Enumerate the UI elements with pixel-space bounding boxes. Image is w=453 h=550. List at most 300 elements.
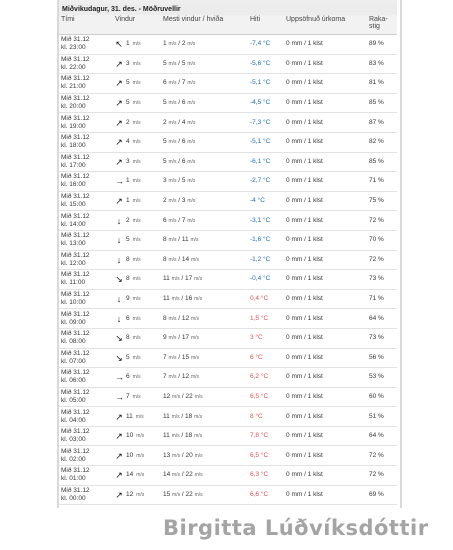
temp-cell bbox=[248, 446, 284, 466]
temp-unit: °C bbox=[260, 314, 269, 322]
temp-value: 3 bbox=[250, 334, 254, 342]
wind-cell bbox=[113, 74, 161, 94]
max-wind-value: 13 bbox=[163, 451, 171, 459]
table-row bbox=[59, 368, 397, 388]
rain-value: 0 bbox=[286, 118, 290, 126]
humidity-cell: 85 % bbox=[367, 93, 397, 113]
rain-unit: mm / 1 klst bbox=[291, 40, 323, 48]
date-text: Mið 31.12 bbox=[61, 408, 90, 416]
max-wind-value: 8 bbox=[163, 236, 167, 244]
max-wind-value: 2 bbox=[163, 118, 167, 126]
wind-unit: m/s bbox=[135, 413, 144, 420]
wind-unit: m/s bbox=[132, 198, 141, 205]
humidity-cell: 56 % bbox=[367, 348, 397, 368]
rain-cell bbox=[284, 368, 367, 388]
temp-cell bbox=[248, 368, 284, 388]
temp-unit: °C bbox=[255, 334, 263, 342]
humidity-cell: 60 % bbox=[367, 387, 397, 407]
gust-value: 6 bbox=[181, 157, 186, 165]
rain-unit: mm / 1 klst bbox=[291, 275, 323, 283]
rain-cell bbox=[284, 446, 367, 466]
temp-cell bbox=[248, 309, 284, 329]
wind-direction-icon: ↗ bbox=[115, 450, 123, 461]
wind-value: 6 bbox=[126, 314, 130, 322]
wind-unit: m/s bbox=[132, 393, 141, 400]
wind-unit: m/s bbox=[132, 60, 141, 67]
temp-unit: °C bbox=[263, 177, 271, 185]
rain-cell bbox=[284, 230, 367, 250]
wind-direction-icon: → bbox=[115, 372, 124, 383]
rain-value: 0 bbox=[286, 255, 290, 263]
rain-cell bbox=[284, 54, 367, 74]
temp-value: -5,6 bbox=[250, 59, 262, 67]
time-cell bbox=[59, 328, 113, 348]
temp-value: -4 bbox=[250, 197, 256, 205]
rain-unit: mm / 1 klst bbox=[291, 79, 323, 87]
table-row bbox=[59, 328, 397, 348]
temp-value: -2,7 bbox=[250, 177, 262, 185]
max-wind-cell: 8 m/s / 11 m/s bbox=[161, 230, 248, 250]
max-wind-value: 5 bbox=[163, 157, 167, 165]
gust-value: 22 bbox=[185, 490, 193, 498]
watermark: Birgitta Lúðvíksdóttir bbox=[163, 516, 429, 540]
max-wind-cell: 6 m/s / 7 m/s bbox=[161, 211, 248, 231]
max-wind-value: 14 bbox=[163, 471, 171, 479]
table-row bbox=[59, 211, 397, 231]
time-cell bbox=[59, 270, 113, 290]
max-wind-value: 5 bbox=[163, 99, 167, 107]
hour-text: kl. 16:00 bbox=[61, 181, 86, 189]
temp-cell bbox=[248, 348, 284, 368]
rain-unit: mm / 1 klst bbox=[291, 334, 323, 342]
wind-value: 1 bbox=[126, 197, 130, 205]
date-text: Mið 31.12 bbox=[61, 212, 90, 220]
wind-direction-icon: ↗ bbox=[115, 98, 123, 109]
wind-cell bbox=[113, 328, 161, 348]
temp-unit: °C bbox=[263, 40, 271, 48]
humidity-cell: 72 % bbox=[367, 250, 397, 270]
wind-cell bbox=[113, 407, 161, 427]
wind-cell bbox=[113, 348, 161, 368]
wind-direction-icon: ↗ bbox=[115, 156, 123, 167]
wind-cell bbox=[113, 152, 161, 172]
humidity-cell: 51 % bbox=[367, 407, 397, 427]
max-wind-cell: 11 m/s / 17 m/s bbox=[161, 270, 248, 290]
time-cell bbox=[59, 368, 113, 388]
col-header-max-wind[interactable]: Mesti vindur / hviða bbox=[161, 15, 248, 35]
rain-cell bbox=[284, 348, 367, 368]
rain-value: 0 bbox=[286, 216, 290, 224]
rain-unit: mm / 1 klst bbox=[291, 295, 323, 303]
col-header-rain[interactable]: Uppsöfnuð úrkoma bbox=[284, 15, 367, 35]
temp-cell bbox=[248, 191, 284, 211]
max-wind-cell: 11 m/s / 18 m/s bbox=[161, 426, 248, 446]
wind-unit: m/s bbox=[132, 374, 141, 381]
table-row bbox=[59, 348, 397, 368]
table-row bbox=[59, 172, 397, 192]
time-cell bbox=[59, 289, 113, 309]
max-wind-value: 8 bbox=[163, 255, 167, 263]
hour-text: kl. 04:00 bbox=[61, 416, 86, 424]
time-cell bbox=[59, 172, 113, 192]
rain-cell bbox=[284, 35, 367, 55]
rain-value: 0 bbox=[286, 373, 290, 381]
table-row bbox=[59, 191, 397, 211]
wind-direction-icon: ↗ bbox=[115, 137, 123, 148]
time-cell bbox=[59, 426, 113, 446]
rain-unit: mm / 1 klst bbox=[291, 138, 323, 146]
date-text: Mið 31.12 bbox=[61, 36, 90, 44]
temp-value: 6,5 bbox=[250, 392, 260, 400]
col-header-wind[interactable]: Vindur bbox=[113, 15, 161, 35]
col-header-humidity[interactable]: Raka- stig bbox=[367, 15, 397, 35]
hour-text: kl. 08:00 bbox=[61, 338, 86, 346]
rain-unit: mm / 1 klst bbox=[291, 236, 323, 244]
time-cell bbox=[59, 348, 113, 368]
gust-value: 3 bbox=[181, 197, 186, 205]
hour-text: kl. 11:00 bbox=[61, 279, 86, 287]
wind-direction-icon: → bbox=[115, 176, 124, 187]
wind-direction-icon: ↘ bbox=[115, 352, 123, 363]
wind-unit: m/s bbox=[132, 80, 141, 87]
humidity-cell: 64 % bbox=[367, 426, 397, 446]
max-wind-cell: 15 m/s / 22 m/s bbox=[161, 485, 248, 505]
temp-cell bbox=[248, 211, 284, 231]
wind-unit: m/s bbox=[132, 41, 141, 48]
rain-unit: mm / 1 klst bbox=[291, 490, 323, 498]
wind-direction-icon: ↓ bbox=[116, 215, 122, 226]
wind-direction-icon: ↓ bbox=[116, 235, 122, 246]
rain-cell bbox=[284, 74, 367, 94]
humidity-cell: 73 % bbox=[367, 328, 397, 348]
date-text: Mið 31.12 bbox=[61, 75, 90, 83]
table-row bbox=[59, 74, 397, 94]
max-wind-cell: 5 m/s / 6 m/s bbox=[161, 93, 248, 113]
max-wind-cell: 7 m/s / 15 m/s bbox=[161, 348, 248, 368]
wind-unit: m/s bbox=[132, 315, 141, 322]
rain-unit: mm / 1 klst bbox=[291, 255, 323, 263]
temp-cell bbox=[248, 54, 284, 74]
rain-value: 0 bbox=[286, 157, 290, 165]
temp-unit: °C bbox=[260, 490, 269, 498]
temp-cell bbox=[248, 152, 284, 172]
wind-value: 8 bbox=[126, 255, 130, 263]
date-text: Mið 31.12 bbox=[61, 467, 90, 475]
wind-unit: m/s bbox=[136, 452, 145, 459]
temp-value: -7,3 bbox=[250, 118, 262, 126]
max-wind-cell: 6 m/s / 7 m/s bbox=[161, 74, 248, 94]
wind-cell bbox=[113, 211, 161, 231]
temp-unit: °C bbox=[255, 412, 263, 420]
wind-unit: m/s bbox=[132, 178, 141, 185]
date-text: Mið 31.12 bbox=[61, 153, 90, 161]
gust-value: 15 bbox=[181, 353, 190, 361]
rain-value: 0 bbox=[286, 177, 290, 185]
temp-cell bbox=[248, 426, 284, 446]
rain-unit: mm / 1 klst bbox=[291, 451, 323, 459]
time-cell bbox=[59, 74, 113, 94]
rain-value: 0 bbox=[286, 392, 290, 400]
rain-unit: mm / 1 klst bbox=[291, 373, 323, 381]
wind-value: 9 bbox=[126, 295, 130, 303]
wind-cell bbox=[113, 289, 161, 309]
table-row bbox=[59, 270, 397, 290]
temp-unit: °C bbox=[263, 275, 271, 283]
time-cell bbox=[59, 191, 113, 211]
date-text: Mið 31.12 bbox=[61, 330, 90, 338]
wind-value: 1 bbox=[126, 177, 130, 185]
time-cell bbox=[59, 93, 113, 113]
temp-value: -5,1 bbox=[250, 79, 262, 87]
max-wind-value: 12 bbox=[163, 392, 171, 400]
rain-cell bbox=[284, 211, 367, 231]
humidity-cell: 70 % bbox=[367, 230, 397, 250]
wind-cell bbox=[113, 132, 161, 152]
max-wind-cell: 12 m/s / 22 m/s bbox=[161, 387, 248, 407]
date-text: Mið 31.12 bbox=[61, 310, 90, 318]
rain-unit: mm / 1 klst bbox=[291, 118, 323, 126]
wind-cell bbox=[113, 485, 161, 505]
rain-cell bbox=[284, 250, 367, 270]
date-text: Mið 31.12 bbox=[61, 95, 90, 103]
table-row bbox=[59, 54, 397, 74]
temp-unit: °C bbox=[263, 236, 271, 244]
wind-unit: m/s bbox=[132, 100, 141, 107]
wind-direction-icon: ↓ bbox=[116, 254, 122, 265]
wind-value: 5 bbox=[126, 79, 130, 87]
rain-unit: mm / 1 klst bbox=[291, 412, 323, 420]
wind-unit: m/s bbox=[132, 335, 141, 342]
gust-value: 17 bbox=[181, 334, 190, 342]
wind-value: 2 bbox=[126, 216, 130, 224]
table-title: Miðvikudagur, 31. des. - Möðruvellir bbox=[59, 4, 397, 15]
rain-unit: mm / 1 klst bbox=[291, 353, 323, 361]
hour-text: kl. 09:00 bbox=[61, 318, 86, 326]
rain-cell bbox=[284, 93, 367, 113]
date-text: Mið 31.12 bbox=[61, 447, 90, 455]
max-wind-value: 11 bbox=[163, 432, 170, 440]
table-row bbox=[59, 407, 397, 427]
rain-unit: mm / 1 klst bbox=[291, 177, 323, 185]
wind-unit: m/s bbox=[132, 256, 141, 263]
gust-value: 7 bbox=[181, 79, 186, 87]
rain-cell bbox=[284, 485, 367, 505]
wind-cell bbox=[113, 446, 161, 466]
gust-value: 5 bbox=[181, 59, 186, 67]
col-header-time[interactable]: Tími bbox=[59, 15, 113, 35]
humidity-cell: 89 % bbox=[367, 35, 397, 55]
gust-value: 12 bbox=[181, 373, 190, 381]
hour-text: kl. 10:00 bbox=[61, 299, 86, 307]
temp-unit: °C bbox=[257, 197, 265, 205]
rain-cell bbox=[284, 191, 367, 211]
hour-text: kl. 06:00 bbox=[61, 377, 86, 385]
rain-value: 0 bbox=[286, 59, 290, 67]
date-text: Mið 31.12 bbox=[61, 55, 90, 63]
max-wind-value: 6 bbox=[163, 216, 167, 224]
hour-text: kl. 00:00 bbox=[61, 494, 86, 502]
date-text: Mið 31.12 bbox=[61, 486, 90, 494]
wind-value: 3 bbox=[126, 157, 130, 165]
temp-value: 8 bbox=[250, 412, 254, 420]
temp-value: -1,2 bbox=[250, 255, 262, 263]
hour-text: kl. 20:00 bbox=[61, 103, 86, 111]
temp-unit: °C bbox=[263, 138, 271, 146]
col-header-temp[interactable]: Hiti bbox=[248, 15, 284, 35]
temp-cell bbox=[248, 250, 284, 270]
wind-unit: m/s bbox=[132, 139, 141, 146]
date-text: Mið 31.12 bbox=[61, 349, 90, 357]
gust-value: 17 bbox=[185, 275, 193, 283]
wind-unit: m/s bbox=[136, 491, 145, 498]
wind-cell bbox=[113, 270, 161, 290]
hour-text: kl. 03:00 bbox=[61, 436, 86, 444]
rain-unit: mm / 1 klst bbox=[291, 59, 323, 67]
rain-value: 0 bbox=[286, 79, 290, 87]
max-wind-cell: 2 m/s / 4 m/s bbox=[161, 113, 248, 133]
hour-text: kl. 17:00 bbox=[61, 161, 86, 169]
wind-direction-icon: ↗ bbox=[115, 58, 123, 69]
humidity-cell: 72 % bbox=[367, 446, 397, 466]
hour-text: kl. 18:00 bbox=[61, 142, 86, 150]
max-wind-cell: 13 m/s / 20 m/s bbox=[161, 446, 248, 466]
wind-direction-icon: ↗ bbox=[115, 196, 123, 207]
date-text: Mið 31.12 bbox=[61, 251, 90, 259]
wind-cell bbox=[113, 466, 161, 486]
wind-unit: m/s bbox=[132, 119, 141, 126]
table-row bbox=[59, 250, 397, 270]
temp-unit: °C bbox=[263, 99, 271, 107]
table-row bbox=[59, 132, 397, 152]
time-cell bbox=[59, 35, 113, 55]
temp-cell bbox=[248, 328, 284, 348]
rain-cell bbox=[284, 426, 367, 446]
gust-value: 18 bbox=[185, 412, 193, 420]
date-text: Mið 31.12 bbox=[61, 193, 90, 201]
hour-text: kl. 13:00 bbox=[61, 240, 86, 248]
wind-unit: m/s bbox=[132, 276, 141, 283]
hour-text: kl. 15:00 bbox=[61, 201, 86, 209]
time-cell bbox=[59, 230, 113, 250]
max-wind-value: 3 bbox=[163, 177, 167, 185]
humidity-cell: 69 % bbox=[367, 485, 397, 505]
wind-direction-icon: ↗ bbox=[115, 431, 123, 442]
wind-value: 11 bbox=[126, 412, 133, 420]
wind-direction-icon: ↗ bbox=[115, 117, 123, 128]
rain-unit: mm / 1 klst bbox=[291, 197, 323, 205]
rain-unit: mm / 1 klst bbox=[291, 432, 323, 440]
wind-value: 1 bbox=[126, 40, 130, 48]
wind-cell bbox=[113, 250, 161, 270]
rain-value: 0 bbox=[286, 295, 290, 303]
wind-direction-icon: → bbox=[115, 391, 124, 402]
rain-value: 0 bbox=[286, 197, 290, 205]
temp-value: -6,1 bbox=[250, 157, 262, 165]
temp-value: 6,5 bbox=[250, 451, 260, 459]
max-wind-cell: 11 m/s / 16 m/s bbox=[161, 289, 248, 309]
time-cell bbox=[59, 113, 113, 133]
temp-unit: °C bbox=[260, 451, 269, 459]
temp-value: -1,6 bbox=[250, 236, 262, 244]
max-wind-cell: 11 m/s / 18 m/s bbox=[161, 407, 248, 427]
rain-cell bbox=[284, 466, 367, 486]
gust-value: 12 bbox=[181, 314, 190, 322]
date-text: Mið 31.12 bbox=[61, 271, 90, 279]
rain-cell bbox=[284, 132, 367, 152]
temp-cell bbox=[248, 172, 284, 192]
table-row bbox=[59, 152, 397, 172]
max-wind-cell: 8 m/s / 12 m/s bbox=[161, 309, 248, 329]
rain-value: 0 bbox=[286, 353, 290, 361]
wind-value: 10 bbox=[126, 432, 134, 440]
time-cell bbox=[59, 152, 113, 172]
table-row bbox=[59, 446, 397, 466]
temp-cell bbox=[248, 387, 284, 407]
wind-unit: m/s bbox=[136, 433, 145, 440]
table-header-row bbox=[59, 15, 397, 35]
wind-direction-icon: ↓ bbox=[116, 313, 122, 324]
wind-cell bbox=[113, 191, 161, 211]
wind-cell bbox=[113, 387, 161, 407]
hour-text: kl. 01:00 bbox=[61, 475, 86, 483]
humidity-cell: 64 % bbox=[367, 309, 397, 329]
rain-cell bbox=[284, 387, 367, 407]
humidity-cell: 81 % bbox=[367, 74, 397, 94]
max-wind-value: 5 bbox=[163, 59, 167, 67]
wind-unit: m/s bbox=[132, 237, 141, 244]
hour-text: kl. 22:00 bbox=[61, 63, 86, 71]
wind-cell bbox=[113, 35, 161, 55]
temp-value: -5,1 bbox=[250, 138, 262, 146]
temp-value: 6,6 bbox=[250, 490, 260, 498]
temp-unit: °C bbox=[260, 373, 269, 381]
wind-direction-icon: ↖ bbox=[115, 39, 123, 50]
wind-value: 10 bbox=[126, 451, 134, 459]
table-row bbox=[59, 93, 397, 113]
temp-cell bbox=[248, 466, 284, 486]
temp-cell bbox=[248, 113, 284, 133]
wind-direction-icon: ↗ bbox=[115, 78, 123, 89]
rain-value: 0 bbox=[286, 451, 290, 459]
temp-cell bbox=[248, 35, 284, 55]
wind-direction-icon: ↗ bbox=[115, 489, 123, 500]
humidity-cell: 72 % bbox=[367, 466, 397, 486]
temp-cell bbox=[248, 289, 284, 309]
rain-unit: mm / 1 klst bbox=[291, 216, 323, 224]
humidity-cell: 71 % bbox=[367, 289, 397, 309]
humidity-cell: 53 % bbox=[367, 368, 397, 388]
wind-cell bbox=[113, 54, 161, 74]
wind-value: 4 bbox=[126, 138, 130, 146]
gust-value: 6 bbox=[181, 99, 186, 107]
rain-cell bbox=[284, 289, 367, 309]
temp-unit: °C bbox=[260, 432, 269, 440]
rain-value: 0 bbox=[286, 334, 290, 342]
wind-cell bbox=[113, 426, 161, 446]
time-cell bbox=[59, 309, 113, 329]
temp-unit: °C bbox=[255, 353, 263, 361]
rain-value: 0 bbox=[286, 412, 290, 420]
table-row bbox=[59, 426, 397, 446]
hour-text: kl. 14:00 bbox=[61, 220, 86, 228]
table-row bbox=[59, 309, 397, 329]
temp-unit: °C bbox=[263, 157, 271, 165]
hour-text: kl. 05:00 bbox=[61, 396, 86, 404]
hour-text: kl. 23:00 bbox=[61, 44, 86, 52]
gust-value: 4 bbox=[181, 118, 186, 126]
date-text: Mið 31.12 bbox=[61, 173, 90, 181]
temp-unit: °C bbox=[263, 79, 271, 87]
